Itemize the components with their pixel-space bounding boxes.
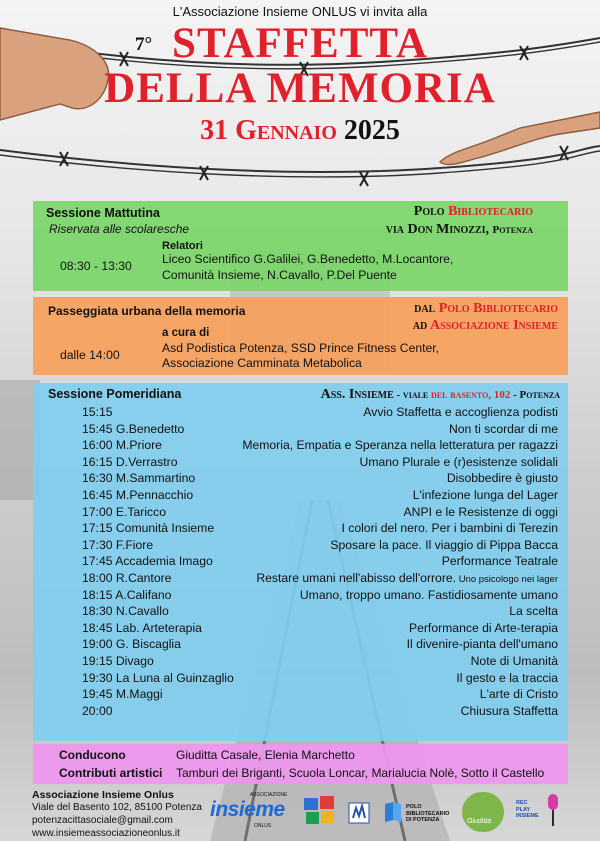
schedule-topic: L'infezione lunga del Lager bbox=[412, 488, 558, 502]
schedule-row bbox=[33, 488, 568, 503]
footer-email[interactable]: potenzacittasociale@gmail.com bbox=[32, 815, 173, 826]
morning-venue-line2: via Don Minozzi, Potenza bbox=[385, 222, 533, 237]
schedule-time-speaker: 18:15 A.Califano bbox=[82, 587, 172, 602]
schedule-topic: L'arte di Cristo bbox=[479, 687, 558, 702]
afternoon-venue bbox=[321, 386, 560, 403]
date-month: Gennaio bbox=[235, 115, 337, 146]
morning-subtitle: Riservata alle scolaresche bbox=[49, 222, 190, 236]
route-from: Polo Bibliotecario bbox=[438, 301, 558, 316]
microphone-icon bbox=[542, 792, 564, 830]
venue-bibliotecario: Bibliotecario bbox=[448, 204, 533, 219]
schedule-time-speaker: 16:30 M.Sammartino bbox=[82, 471, 196, 486]
walk-time: dalle 14:00 bbox=[60, 348, 120, 362]
logo-insieme bbox=[208, 792, 290, 832]
schedule-topic: Sposare la pace. Il viaggio di Pippa Bacca bbox=[330, 537, 558, 552]
schedule-time-speaker: 19:30 La Luna al Guinzaglio bbox=[82, 670, 234, 685]
schedule-time-speaker: 18:45 Lab. Arteterapia bbox=[82, 620, 202, 635]
morning-title: Sessione Mattutina bbox=[46, 206, 160, 220]
schedule-topic: Disobbedire è giusto bbox=[446, 471, 558, 486]
schedule-topic: Avvio Staffetta e accoglienza podisti bbox=[363, 405, 558, 419]
schedule-topic: Restare umani nell'abisso dell'orrore. Uno psicologo nei lager bbox=[256, 571, 558, 585]
title-line2: DELLA MEMORIA bbox=[104, 65, 496, 112]
barbed-wire-bottom-2 bbox=[0, 151, 600, 177]
schedule-time-speaker: 17:45 Accademia Imago bbox=[82, 554, 213, 569]
logo-polo-text bbox=[406, 804, 449, 824]
schedule-topic: Memoria, Empatia e Speranza nella letteratura per ragazzi bbox=[242, 438, 558, 453]
edition-label: 7° bbox=[135, 34, 153, 55]
route-to: Associazione Insieme bbox=[430, 318, 558, 333]
hands-logo-icon bbox=[347, 800, 371, 826]
logo-polo bbox=[383, 800, 453, 830]
schedule-topic: Performance Teatrale bbox=[441, 554, 558, 569]
speakers-line1: Liceo Scientifico G.Galilei, G.Benedetto, M.Locantore, bbox=[162, 252, 454, 266]
logo-recplay bbox=[516, 792, 566, 832]
schedule-row bbox=[33, 637, 568, 652]
schedule-topic: Chiusura Staffetta bbox=[460, 703, 558, 718]
schedule-time-speaker: 15:15 bbox=[82, 405, 113, 419]
schedule-row bbox=[33, 521, 568, 536]
schedule-topic: Umano Plurale e (r)esistenze solidali bbox=[359, 454, 558, 469]
afternoon-session bbox=[33, 383, 568, 741]
schedule-row bbox=[33, 405, 568, 420]
curated-label: a cura di bbox=[162, 327, 210, 339]
footer-address: Viale del Basento 102, 85100 Potenza bbox=[32, 802, 202, 813]
schedule-row bbox=[33, 604, 568, 619]
schedule-time-speaker: 18:00 R.Cantore bbox=[82, 571, 172, 585]
walk-session bbox=[33, 297, 568, 375]
schedule-topic: Il divenire-pianta dell'umano bbox=[406, 637, 558, 652]
curated-line2: Associazione Camminata Metabolica bbox=[162, 356, 362, 370]
venue-street: via Don Minozzi bbox=[385, 222, 486, 237]
schedule-time-speaker: 20:00 bbox=[82, 703, 113, 718]
venue-street: del basento, 102 bbox=[431, 389, 511, 401]
schedule-row bbox=[33, 687, 568, 702]
schedule-row bbox=[33, 471, 568, 486]
footer-website[interactable]: www.insiemeassociazioneonlus.it bbox=[32, 828, 180, 839]
schedule-topic: Il gesto e la traccia bbox=[456, 670, 558, 685]
credits-section bbox=[33, 744, 568, 784]
schedule-topic: Non ti scordar di me bbox=[448, 421, 558, 436]
walk-route-line2 bbox=[413, 318, 558, 334]
schedule-time-speaker: 17:15 Comunità Insieme bbox=[82, 521, 215, 536]
artists-label: Contributi artistici bbox=[59, 766, 163, 780]
schedule-topic: La scelta bbox=[509, 604, 558, 619]
schedule-row bbox=[33, 505, 568, 520]
date-day: 31 bbox=[200, 115, 229, 146]
schedule-row bbox=[33, 554, 568, 569]
route-to-prefix: ad bbox=[412, 318, 428, 333]
footer-org: Associazione Insieme Onlus bbox=[32, 789, 174, 801]
schedule-row bbox=[33, 455, 568, 470]
schedule-topic: Performance di Arte-terapia bbox=[408, 620, 558, 635]
venue-city: - Potenza bbox=[510, 389, 560, 401]
book-icon bbox=[383, 800, 403, 822]
logo-polo-line2: BIBLIOTECARIO bbox=[406, 810, 450, 817]
logo-giuditta-text: Giuditta bbox=[467, 818, 492, 825]
puzzle-logo-icon bbox=[300, 792, 340, 830]
schedule-time-speaker: 19:45 M.Maggi bbox=[82, 687, 163, 702]
schedule-row bbox=[33, 588, 568, 603]
venue-city: Potenza bbox=[492, 224, 533, 236]
venue-name: Ass. Insieme bbox=[320, 387, 394, 402]
schedule-row bbox=[33, 438, 568, 453]
schedule-time-speaker: 17:00 E.Taricco bbox=[82, 504, 167, 519]
schedule-row bbox=[33, 538, 568, 553]
schedule-topic: Note di Umanità bbox=[470, 654, 558, 668]
schedule-time-speaker: 16:45 M.Pennacchio bbox=[82, 488, 194, 502]
logo-insieme-small2: ONLUS bbox=[254, 823, 272, 829]
artists-names: Tamburi dei Briganti, Scuola Loncar, Marialucia Nolè, Sotto il Castello bbox=[176, 766, 545, 780]
schedule-time-speaker: 19:00 G. Biscaglia bbox=[82, 637, 181, 652]
hosts-names: Giuditta Casale, Elenia Marchetto bbox=[176, 748, 355, 762]
speakers-label: Relatori bbox=[162, 240, 203, 252]
schedule-time-speaker: 15:45 G.Benedetto bbox=[82, 421, 185, 436]
schedule-time-speaker: 16:15 D.Verrastro bbox=[82, 454, 178, 469]
schedule-time-speaker: 18:30 N.Cavallo bbox=[82, 604, 169, 619]
logo-polo-line3: DI POTENZA bbox=[406, 817, 440, 823]
schedule-time-speaker: 16:00 M.Priore bbox=[82, 438, 162, 453]
schedule-topic: I colori del nero. Per i bambini di Terezin bbox=[341, 521, 558, 536]
schedule-row bbox=[33, 621, 568, 636]
speakers-line2: Comunità Insieme, N.Cavallo, P.Del Puente bbox=[162, 268, 397, 282]
date-year: 2025 bbox=[343, 115, 400, 146]
walk-route-line1 bbox=[414, 301, 558, 317]
walk-title: Passeggiata urbana della memoria bbox=[48, 304, 246, 318]
morning-venue-line1 bbox=[414, 204, 533, 220]
schedule-row bbox=[33, 654, 568, 669]
schedule-row bbox=[33, 704, 568, 719]
route-from-prefix: dal bbox=[414, 301, 436, 316]
event-date bbox=[0, 114, 600, 148]
schedule-topic-note: Uno psicologo nei lager bbox=[456, 574, 558, 585]
invite-text: L'Associazione Insieme ONLUS vi invita alla bbox=[172, 4, 428, 19]
venue-polo: Polo bbox=[413, 204, 445, 219]
schedule-topic: Umano, troppo umano. Fastidiosamente umano bbox=[299, 587, 558, 602]
title-line1: STAFFETTA bbox=[172, 20, 428, 67]
schedule-time-speaker: 17:30 F.Fiore bbox=[82, 537, 154, 552]
logo-polo-line1: POLO bbox=[406, 804, 422, 810]
schedule-row bbox=[33, 571, 568, 586]
curated-line1: Asd Podistica Potenza, SSD Prince Fitness Center, bbox=[162, 341, 440, 355]
schedule-topic: ANPI e le Resistenze di oggi bbox=[403, 504, 558, 519]
afternoon-title: Sessione Pomeridiana bbox=[48, 387, 182, 401]
logo-insieme-word: insieme bbox=[210, 798, 285, 821]
venue-street-prefix: - viale bbox=[393, 389, 432, 401]
morning-session bbox=[33, 201, 568, 291]
schedule-time-speaker: 19:15 Divago bbox=[82, 654, 154, 668]
logo-giuditta bbox=[462, 792, 504, 832]
schedule-row bbox=[33, 671, 568, 686]
logo-rec-text: REC PLAY INSIEME bbox=[516, 800, 539, 819]
morning-time: 08:30 - 13:30 bbox=[60, 259, 132, 273]
logo-insieme-small1: ASSOCIAZIONE bbox=[250, 792, 288, 798]
hosts-label: Conducono bbox=[59, 748, 126, 762]
schedule-row bbox=[33, 422, 568, 437]
barbed-wire-bottom bbox=[0, 146, 600, 172]
